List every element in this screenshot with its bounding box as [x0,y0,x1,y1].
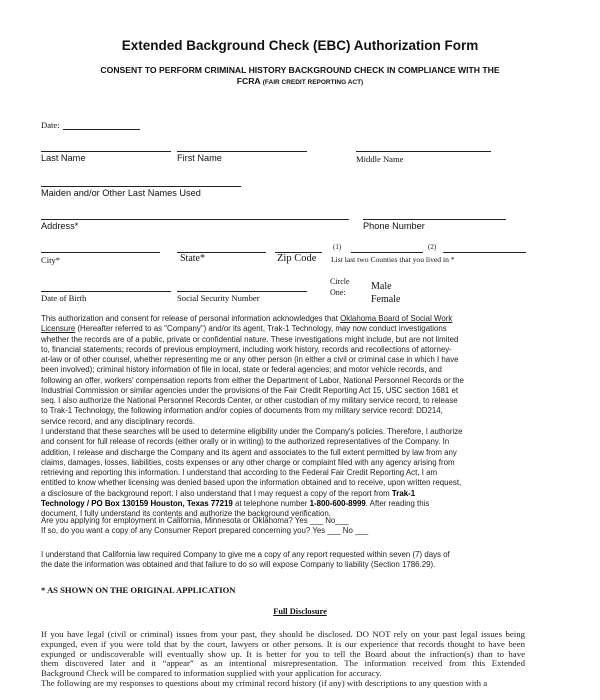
text-line [41,526,368,535]
subtitle-fcra-expansion: (FAIR CREDIT REPORTING ACT) [262,79,364,86]
subtitle-fcra: FCRA [236,76,261,86]
text-line [41,550,450,559]
text-line [41,355,459,364]
text-segment: . After reading this [365,498,430,508]
text-segment: at telephone number [232,498,310,508]
circle-one-label-2: One: [330,288,346,297]
bold-text: Technology / PO Box 130159 Houston, Texas 77219 [41,498,233,508]
text-segment: been involved); criminal history information of file in local, state or federal agencies; and motor vehicle records, and [41,365,442,375]
county-1-label: (1) [333,243,342,251]
text-line [41,365,442,374]
last-name-field[interactable] [41,151,171,152]
ssn-label: Social Security Number [177,293,260,303]
text-line [41,458,455,467]
text-segment: a disclosure of the background report. I also understand that I may request a copy of the report from [41,488,392,498]
subtitle-line-2 [0,76,600,86]
text-segment: seq. I also authorize the National Personnel Records Center, or other custodian of my military service record, to release [41,396,458,405]
date-of-birth-label: Date of Birth [41,293,87,303]
first-name-label: First Name [177,153,222,163]
text-segment: If you have legal (civil or criminal) issues from your past, they should be disclosed. DO NOT rely on your past legal issues being [41,629,525,639]
text-line [41,396,458,405]
ssn-field[interactable] [177,291,307,292]
text-line [41,658,525,668]
text-line [41,386,458,395]
city-field[interactable] [41,252,160,253]
date-field[interactable] [63,129,140,130]
text-line [41,489,415,498]
company-name-link: Oklahoma Board of Social Work [340,314,453,323]
text-segment: at-law or of other counsel, whether representing me or any other person (in either a civil or criminal case in which I have [41,355,459,364]
middle-name-field[interactable] [356,151,491,152]
state-label: State* [180,253,205,264]
text-line [41,629,525,639]
county-2-field[interactable] [443,252,526,253]
text-segment: the date the information was obtained and that failure to do so will expose Company to liability (Section 1786.29). [41,560,436,570]
text-line [41,335,458,344]
text-segment: I understand that California law required Company to give me a copy of any report requested within seven (7) days of [41,550,450,559]
text-line [41,406,443,415]
text-segment: Industrial Commission or similar agencies under the provisions of the Fair Credit Reporting Act 15, USC section 1681 et [41,385,459,395]
text-segment: I understand that these searches will be used to determine eligibility under the Company's policies. Therefore, I authorize [41,427,463,436]
maiden-name-label: Maiden and/or Other Last Names Used [41,188,201,198]
text-segment: service record, and any disciplinary records. [41,416,195,426]
phone-label: Phone Number [363,221,425,231]
maiden-name-field[interactable] [41,186,241,187]
counties-label: List last two Counties that you lived in * [331,255,455,264]
text-segment: This authorization and consent for release of personal information acknowledges that [41,314,341,323]
text-segment: to, financial statements; records of previous employment, including work history, records and recollections of attorney- [41,344,452,354]
gender-option-male[interactable]: Male [371,281,392,292]
text-segment: (Hereafter referred to as "Company") and/or its agent, Trak-1 Technology, may now conduct investigations [75,324,447,334]
gender-option-female[interactable]: Female [371,294,401,305]
bold-text: 1-800-600-8999 [309,498,366,508]
text-line [41,376,464,385]
text-line [41,499,429,508]
full-disclosure-heading: Full Disclosure [273,607,327,616]
text-line [41,417,195,426]
circle-one-label-1: Circle [330,277,350,286]
city-label: City* [41,255,61,265]
text-segment: If so, do you want a copy of any Consumer Report prepared concerning you? Yes ___ No ___ [41,526,369,536]
company-name-link: Licensure [41,324,76,334]
first-name-field[interactable] [177,151,307,152]
phone-field[interactable] [363,219,506,220]
text-line [41,448,457,457]
text-line [41,324,447,333]
text-segment: addition, I release and discharge the Company and its agent and associates to the full extent permitted by law from any [41,447,457,457]
text-line [41,668,525,678]
date-of-birth-field[interactable] [41,291,171,292]
text-line [41,649,525,659]
text-segment: to Trak-1 Technology, the following information and/or copies of documents from my military service record: DD214, [41,406,443,416]
text-segment: expunged, even if you were told that by the court, lawyers or other persons. It is our experience that records thought to have been [41,638,525,649]
text-segment: The following are my responses to questions about my criminal record history (if any) with descriptions to any question with a [41,678,488,688]
county-1-field[interactable] [351,252,423,253]
text-segment: them discovered later and it “appear” as an intentional misrepresentation. The information received from this Extended [41,658,525,669]
text-segment: Are you applying for employment in California, Minnesota or Oklahoma? Yes ___ No___ [41,516,349,525]
text-line [41,478,461,487]
text-line [41,639,525,649]
text-segment: claims, damages, losses, liabilities, costs expenses or any other charge or complaint filed with any agency arising from [41,457,455,467]
text-line [41,314,452,323]
text-line [41,560,435,569]
text-line [41,468,437,477]
text-segment: and consent for full release of records (either orally or in writing) to the authorized representatives of the Company. In [41,437,450,447]
middle-name-label: Middle Name [356,154,404,164]
text-line [41,516,348,525]
text-segment: document, I fully understand its contents and authorize the background verification. [41,509,331,518]
address-field[interactable] [41,219,349,220]
text-segment: retrieving and reporting this information. I understand that according to the Federal Fair Credit Reporting Act, I am [41,468,438,477]
text-line [41,437,449,446]
text-line [41,345,452,354]
subtitle-line-1: CONSENT TO PERFORM CRIMINAL HISTORY BACKGROUND CHECK IN COMPLIANCE WITH THE [100,65,500,75]
text-segment: whether the records are of a public, private or confidential nature. These investigations might include, but are not limited [41,334,459,344]
text-segment: expunged or undiscoverable will eventually show up. It is better for you to tell the Board about the infraction(s) than to have [41,648,525,659]
bold-text: Trak-1 [391,488,416,498]
date-label: Date: [41,120,60,130]
original-application-note: * AS SHOWN ON THE ORIGINAL APPLICATION [41,585,236,595]
county-2-label: (2) [428,243,437,251]
text-segment: Background Check will be compared to information supplied with your application for accuracy. [41,668,382,679]
text-segment: entitled to know whether licensing was denied based upon the information obtained and to receive, upon written request, [41,478,462,488]
text-line [41,678,525,688]
text-line [41,427,463,436]
page-title: Extended Background Check (EBC) Authorization Form [121,38,479,53]
last-name-label: Last Name [41,153,86,163]
zip-label: Zip Code [277,253,317,264]
text-segment: following an offer, workers' compensation reports from either the Department of Labor, National Personnel Records or the [41,375,464,385]
address-label: Address* [41,221,79,231]
